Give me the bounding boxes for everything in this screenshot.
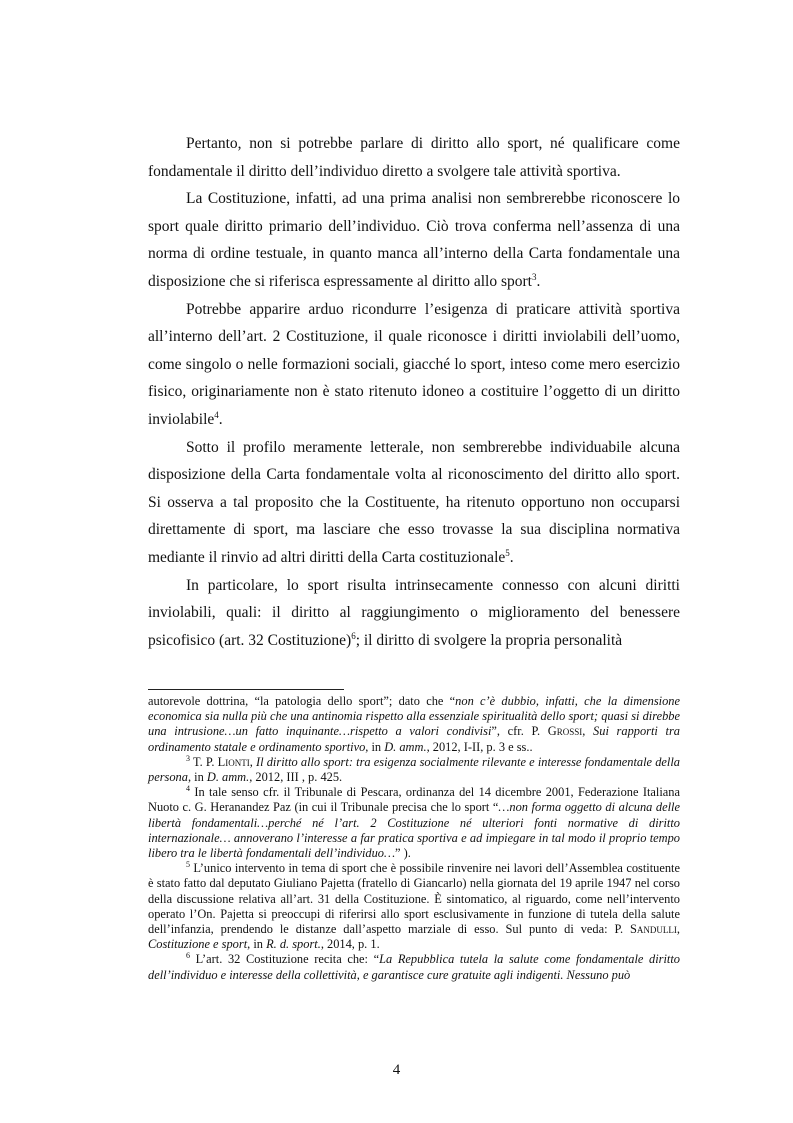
footnotes — [148, 694, 680, 983]
footnote-ref-3[interactable]: 3 — [531, 271, 537, 282]
footnote-number: 4 — [186, 784, 190, 794]
footnote-number: 3 — [186, 753, 190, 763]
paragraph-5: In particolare, lo sport risulta intrinsecamente connesso con alcuni diritti inviolabili, quali: il diritto al raggiungimento o miglioramento del benessere psicofisico (art. 32 Costituzione)$^6$; il diritto di svolgere la propria personalità — [148, 576, 680, 649]
paragraph-1: Pertanto, non si potrebbe parlare di diritto allo sport, né qualificare come fondamentale il diritto dell’individuo diretto a svolgere tale attività sportiva. — [148, 135, 680, 180]
paragraph-4: Sotto il profilo meramente letterale, non sembrerebbe individuabile alcuna disposizione della Carta fondamentale volta al riconoscimento del diritto allo sport. Si osserva a tal proposito che la Costituente, ha ritenuto opportuno non occuparsi direttamente di sport, ma lasciare che esso trovasse la sua disciplina normativa mediante il rinvio ad altri diritti della Carta costituzionale$^5$. — [148, 438, 680, 566]
footnote-number: 6 — [186, 951, 190, 961]
footnote-ref-4[interactable]: 4 — [214, 409, 219, 420]
body-text — [148, 130, 680, 654]
footnote-5: $^5$ L’unico intervento in tema di sport che è possibile rinvenire nei lavori dell’Assemblea costituente è stato fatto dal deputato Giuliano Pajetta (fratello di Giancarlo) nella giornata del 19 aprile 1947 nel corso della discussione relativa all’art. 31 della Costituzione. È sintomatico, al riguardo, come nell’intervento operato l’On. Pajetta si preoccupi di riferirsi allo sport esclusivamente in funzione di tutela della salute dell’infanzia, prendendo le distanze dall’aspetto marziale di esso. Sul punto di veda: P. Sandulli, Costituzione e sport, in R. d. sport., 2014, p. 1. — [148, 860, 680, 952]
footnote-3: $^3$ T. P. Lionti, Il diritto allo sport: tra esigenza socialmente rilevante e interesse fondamentale della persona, in D. amm., 2012, III , p. 425. — [148, 753, 680, 785]
paragraph-2: La Costituzione, infatti, ad una prima analisi non sembrerebbe riconoscere lo sport quale diritto primario dell’individuo. Ciò trova conferma nell’assenza di una norma di ordine testuale, in quanto manca all’interno della Carta fondamentale una disposizione che si riferisca espressamente al diritto allo sport$^3$. — [148, 190, 680, 290]
footnote-4: $^4$ In tale senso cfr. il Tribunale di Pescara, ordinanza del 14 dicembre 2001, Federazione Italiana Nuoto c. G. Heranandez Paz (in cui il Tribunale precisa che lo sport “…non forma oggetto di alcuna delle libertà fondamentali…perché né l’art. 2 Costituzione né ulteriori fonti normative di diritto internazionale… annoverano l’interesse a far pratica sportiva e ad impiegare in tal modo il proprio tempo libero tra le libertà fondamentali dell’individuo…” ). — [148, 784, 680, 861]
footnote-ref-5[interactable]: 5 — [505, 547, 510, 558]
footnote-6: $^6$ L’art. 32 Costituzione recita che: “La Repubblica tutela la salute come fondamentale diritto dell’individuo e interesse della collettività, e garantisce cure gratuite agli indigenti. Nessuno può — [148, 951, 681, 982]
footnote-ref-6[interactable]: 6 — [351, 630, 356, 641]
paragraph-3: Potrebbe apparire arduo ricondurre l’esigenza di praticare attività sportiva all’interno dell’art. 2 Costituzione, il quale riconosce i diritti inviolabili dell’uomo, come singolo o nelle formazioni sociali, giacché lo sport, inteso come mero esercizio fisico, originariamente non è stato ritenuto idoneo a costituire l’oggetto di un diritto inviolabile$^4$. — [148, 300, 680, 428]
footnote-number: 5 — [186, 860, 190, 870]
footnote-continuation: autorevole dottrina, “la patologia dello sport”; dato che “non c’è dubbio, infatti, che la dimensione economica sia nulla più che una antinomia rispetto alla essenziale spiritualità dello sport; quasi si direbbe una intrusione…un fatto inquinante…rispetto a valori condivisi”, cfr. P. Grossi, Sui rapporti tra ordinamento statale e ordinamento sportivo, in D. amm., 2012, I-II, p. 3 e ss.. — [148, 694, 680, 754]
footnote-separator — [148, 689, 344, 690]
page-number: 4 — [392, 1062, 401, 1078]
